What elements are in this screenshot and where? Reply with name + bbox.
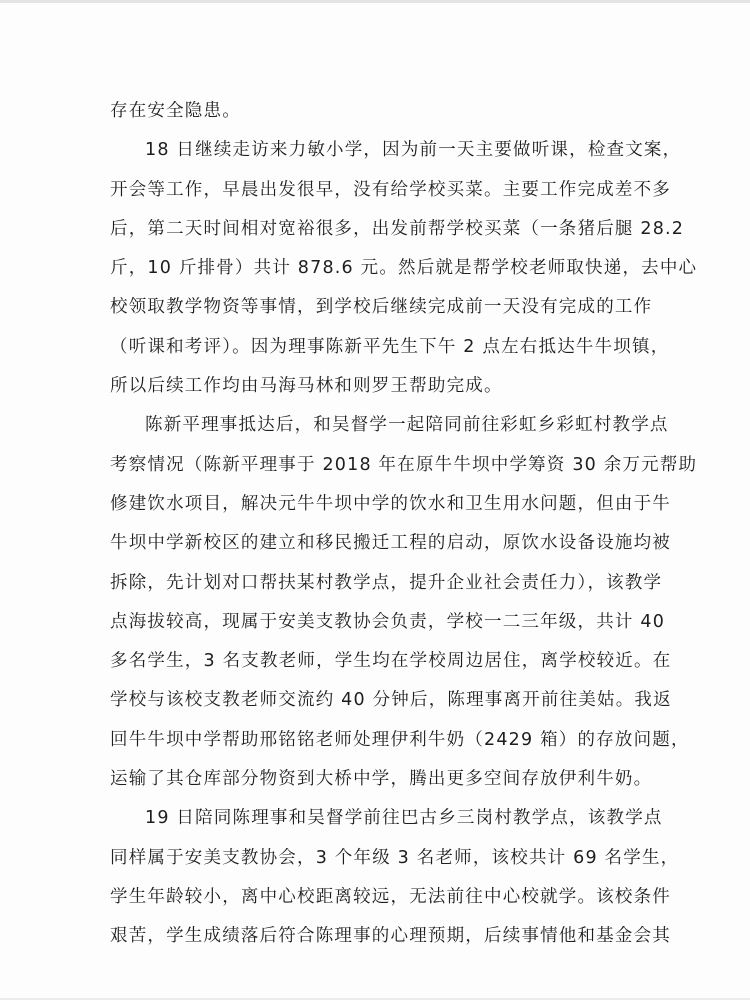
text-line: 同样属于安美支教协会，3 个年级 3 名老师，该校共计 69 名学生，	[110, 847, 680, 868]
text-line: 后，第二天时间相对宽裕很多，出发前帮学校买菜（一条猪后腿 28.2	[110, 218, 685, 239]
text-line: 牛坝中学新校区的建立和移民搬迁工程的启动，原饮水设备设施均被	[110, 533, 671, 554]
report-body-text	[110, 92, 698, 957]
text-line: 存在安全隐患。	[110, 101, 241, 121]
text-line: 修建饮水项目，解决元牛牛坝中学的饮水和卫生用水问题，但由于牛	[110, 493, 671, 514]
text-line: 多名学生，3 名支教老师，学生均在学校周边居住，离学校较近。在	[110, 651, 672, 672]
text-line: 点海拔较高，现属于安美支教协会负责，学校一二三年级，共计 40	[110, 611, 666, 632]
text-line: 所以后续工作均由马海马林和则罗王帮助完成。	[110, 376, 503, 397]
text-line: 学生年龄较小，离中心校距离较远，无法前往中心校就学。该校条件	[110, 886, 671, 907]
text-line: 艰苦，学生成绩落后符合陈理事的心理预期，后续事情他和基金会其	[110, 926, 671, 947]
text-line: 拆除，先计划对口帮扶某村教学点，提升企业社会责任力），该教学	[110, 572, 663, 593]
text-line: 斤，10 斤排骨）共计 878.6 元。然后就是帮学校老师取快递，去中心	[110, 258, 698, 279]
text-line: 运输了其仓库部分物资到大桥中学，腾出更多空间存放伊利牛奶。	[110, 769, 653, 790]
paragraph-start-line: 陈新平理事抵达后，和吴督学一起陪同前往彩虹乡彩虹村教学点	[145, 415, 669, 436]
text-line: 考察情况（陈新平理事于 2018 年在原牛牛坝中学筹资 30 余万元帮助	[110, 454, 698, 475]
text-line: （听课和考评）。因为理事陈新平先生下午 2 点左右抵达牛牛坝镇，	[110, 336, 670, 357]
paragraph-start-line: 18 日继续走访来力敏小学，因为前一天主要做听课，检查文案，	[145, 140, 682, 161]
text-line: 学校与该校支教老师交流约 40 分钟后，陈理事离开前往美姑。我返	[110, 690, 672, 711]
text-line: 校领取教学物资等事情，到学校后继续完成前一天没有完成的工作	[110, 297, 653, 318]
paragraph-start-line: 19 日陪同陈理事和吴督学前往巴古乡三岗村教学点，该教学点	[145, 808, 663, 829]
text-line: 开会等工作，早晨出发很早，没有给学校买菜。主要工作完成差不多	[110, 179, 671, 200]
text-line: 回牛牛坝中学帮助邢铭铭老师处理伊利牛奶（2429 箱）的存放问题，	[110, 729, 690, 750]
page-top-edge	[0, 0, 750, 3]
